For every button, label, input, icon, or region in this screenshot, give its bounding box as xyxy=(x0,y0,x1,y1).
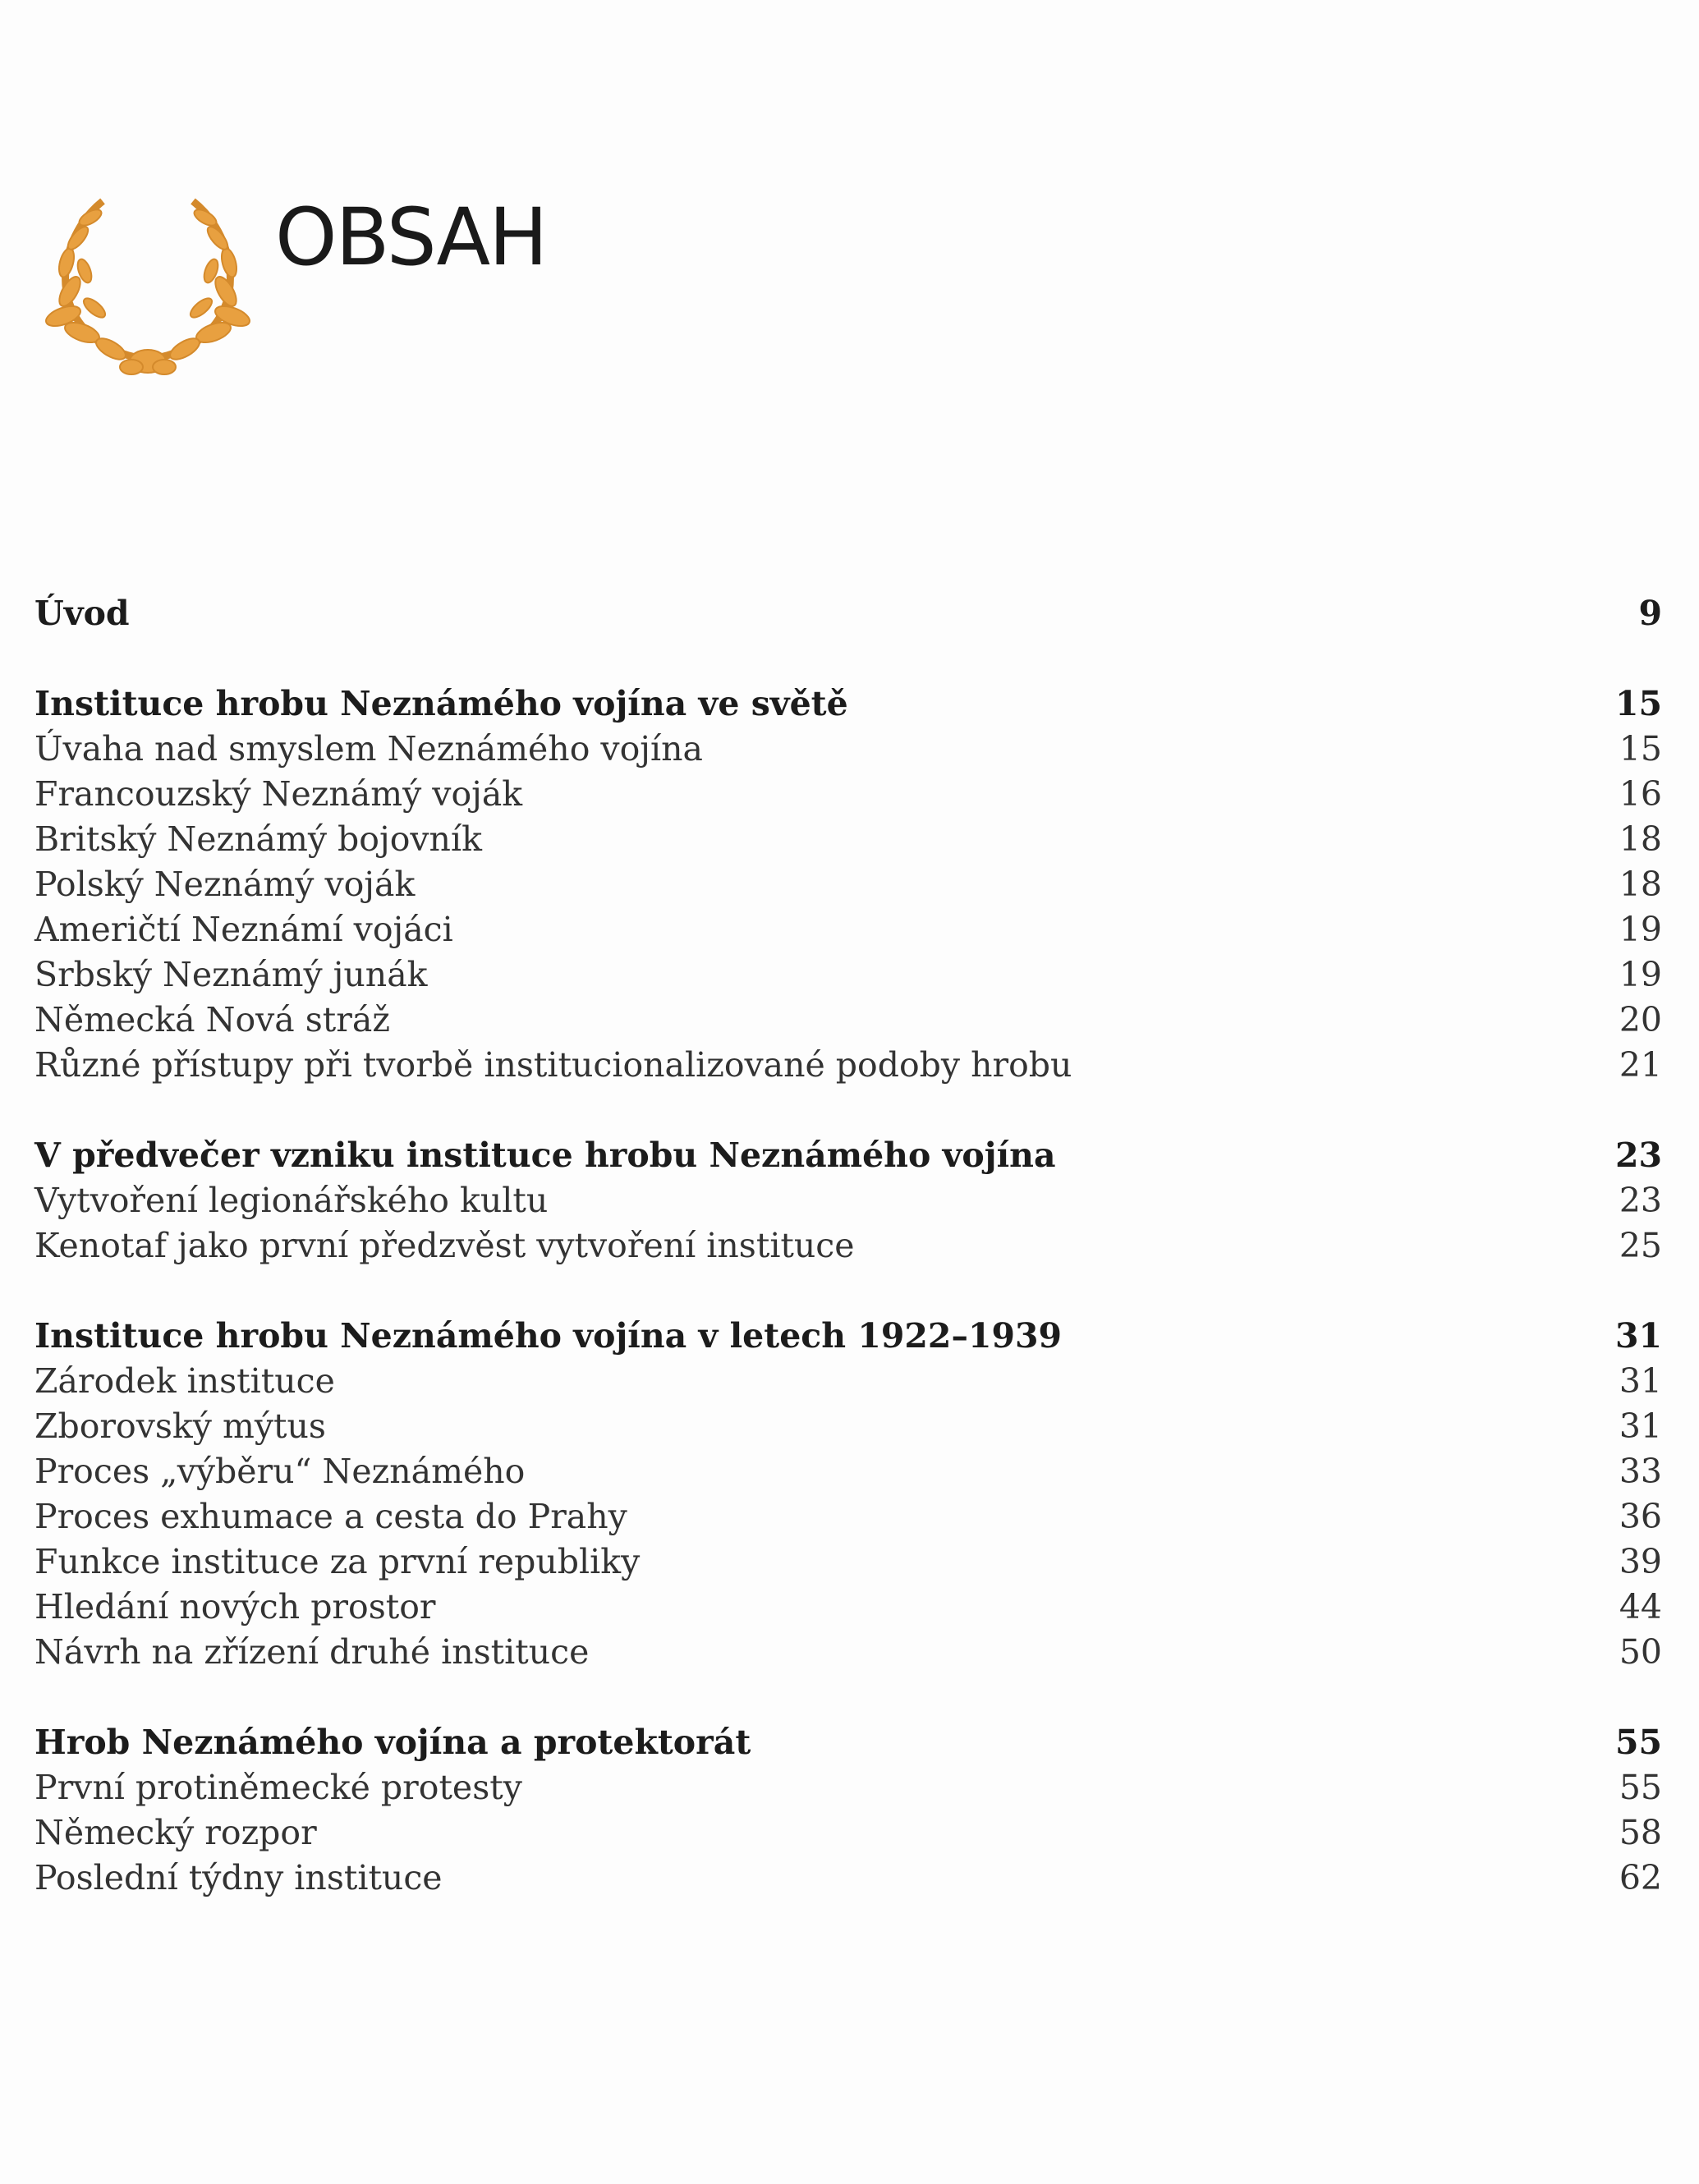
toc-chapter[interactable] xyxy=(34,1133,1662,1178)
toc-item[interactable] xyxy=(34,1630,1662,1675)
toc-item[interactable] xyxy=(34,998,1662,1043)
page-title: OBSAH xyxy=(275,191,547,283)
page-header xyxy=(45,191,547,382)
toc-item-page: 39 xyxy=(1619,1542,1662,1581)
toc-item[interactable] xyxy=(34,727,1662,772)
toc-item-title: Vytvoření legionářského kultu xyxy=(34,1181,549,1220)
toc-item-title: Srbský Neznámý junák xyxy=(34,955,428,994)
toc-item-title: Britský Neznámý bojovník xyxy=(34,819,482,859)
toc-chapter[interactable] xyxy=(34,681,1662,727)
toc-item-title: Polský Neznámý voják xyxy=(34,865,416,904)
toc-item-page: 15 xyxy=(1619,729,1662,769)
toc-section xyxy=(34,1720,1662,1901)
toc-item-page: 31 xyxy=(1619,1406,1662,1446)
toc-item-page: 58 xyxy=(1619,1813,1662,1852)
toc-chapter-page: 31 xyxy=(1614,1316,1662,1356)
toc-item[interactable] xyxy=(34,862,1662,907)
toc-item-title: Poslední týdny instituce xyxy=(34,1858,443,1897)
toc-item-page: 16 xyxy=(1619,774,1662,814)
toc-chapter-title: Instituce hrobu Neznámého vojína v letech 1922–1939 xyxy=(34,1316,1063,1356)
toc-item-page: 23 xyxy=(1619,1181,1662,1220)
toc-chapter[interactable] xyxy=(34,1720,1662,1765)
toc-item-page: 44 xyxy=(1619,1587,1662,1627)
toc-section xyxy=(34,1314,1662,1675)
toc-item[interactable] xyxy=(34,1359,1662,1404)
toc-item[interactable] xyxy=(34,952,1662,998)
toc-item[interactable] xyxy=(34,1810,1662,1856)
toc-chapter-page: 23 xyxy=(1614,1136,1662,1175)
toc-item[interactable] xyxy=(34,1404,1662,1449)
toc-item-title: Kenotaf jako první předzvěst vytvoření instituce xyxy=(34,1226,855,1265)
toc-chapter-title: Úvod xyxy=(34,594,130,633)
toc-item[interactable] xyxy=(34,907,1662,952)
toc-item[interactable] xyxy=(34,1539,1662,1585)
toc-item-page: 33 xyxy=(1619,1452,1662,1491)
toc-chapter-page: 9 xyxy=(1638,594,1662,633)
toc-item-title: První protiněmecké protesty xyxy=(34,1768,522,1807)
toc-section xyxy=(34,681,1662,1088)
toc-item-page: 19 xyxy=(1619,910,1662,949)
toc-item-title: Proces „výběru“ Neznámého xyxy=(34,1452,526,1491)
toc-item-page: 62 xyxy=(1619,1858,1662,1897)
toc-item-title: Hledání nových prostor xyxy=(34,1587,436,1627)
toc-item[interactable] xyxy=(34,1449,1662,1494)
toc-item-title: Návrh na zřízení druhé instituce xyxy=(34,1632,590,1672)
toc-item-page: 20 xyxy=(1619,1000,1662,1039)
laurel-wreath-icon xyxy=(45,193,250,378)
toc-item-title: Francouzský Neznámý voják xyxy=(34,774,523,814)
toc-chapter-page: 15 xyxy=(1614,684,1662,723)
toc-item-title: Proces exhumace a cesta do Prahy xyxy=(34,1497,627,1536)
toc-item-title: Německý rozpor xyxy=(34,1813,317,1852)
toc-item[interactable] xyxy=(34,817,1662,862)
toc-item-page: 55 xyxy=(1619,1768,1662,1807)
toc-item-page: 18 xyxy=(1619,865,1662,904)
toc-item[interactable] xyxy=(34,1223,1662,1269)
toc-section xyxy=(34,591,1662,636)
toc-item[interactable] xyxy=(34,1494,1662,1539)
toc-section xyxy=(34,1133,1662,1269)
toc-item[interactable] xyxy=(34,1765,1662,1810)
toc-item[interactable] xyxy=(34,1043,1662,1088)
toc-item-page: 19 xyxy=(1619,955,1662,994)
toc-item-title: Německá Nová stráž xyxy=(34,1000,390,1039)
toc-item-title: Američtí Neznámí vojáci xyxy=(34,910,453,949)
toc-chapter-title: V předvečer vzniku instituce hrobu Neznámého vojína xyxy=(34,1136,1056,1175)
toc-chapter[interactable] xyxy=(34,591,1662,636)
toc-item[interactable] xyxy=(34,772,1662,817)
toc-item-page: 21 xyxy=(1619,1045,1662,1085)
toc-item-title: Zborovský mýtus xyxy=(34,1406,326,1446)
toc-item-title: Funkce instituce za první republiky xyxy=(34,1542,641,1581)
toc-item[interactable] xyxy=(34,1178,1662,1223)
toc-item-title: Úvaha nad smyslem Neznámého vojína xyxy=(34,729,703,769)
toc-chapter[interactable] xyxy=(34,1314,1662,1359)
toc-chapter-title: Instituce hrobu Neznámého vojína ve světě xyxy=(34,684,848,723)
toc-item-title: Zárodek instituce xyxy=(34,1361,335,1401)
toc-item-title: Různé přístupy při tvorbě institucionalizované podoby hrobu xyxy=(34,1045,1072,1085)
toc-item[interactable] xyxy=(34,1585,1662,1630)
toc-item-page: 31 xyxy=(1619,1361,1662,1401)
toc-item-page: 25 xyxy=(1619,1226,1662,1265)
toc-item-page: 50 xyxy=(1619,1632,1662,1672)
table-of-contents xyxy=(34,591,1662,1946)
toc-item-page: 36 xyxy=(1619,1497,1662,1536)
toc-item-page: 18 xyxy=(1619,819,1662,859)
toc-item[interactable] xyxy=(34,1856,1662,1901)
toc-chapter-title: Hrob Neznámého vojína a protektorát xyxy=(34,1723,751,1762)
toc-chapter-page: 55 xyxy=(1614,1723,1662,1762)
